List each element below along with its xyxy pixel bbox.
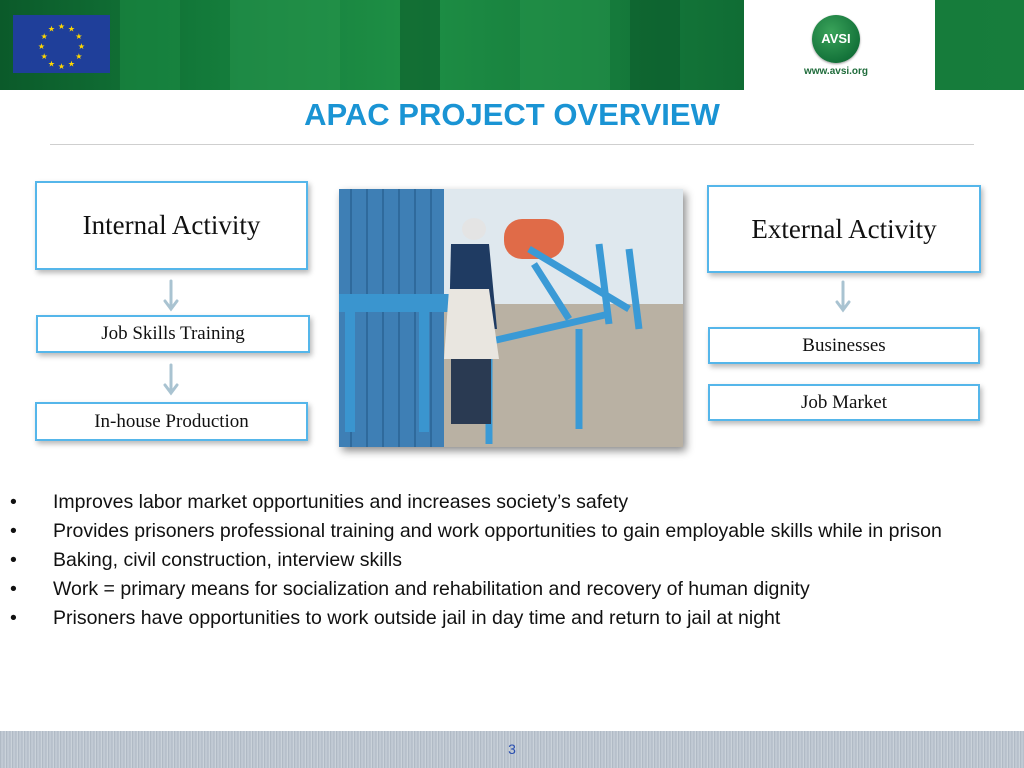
workshop-photo bbox=[339, 189, 683, 447]
bullet-text: Improves labor market opportunities and increases society’s safety bbox=[53, 491, 629, 513]
internal-activity-label: Internal Activity bbox=[82, 210, 261, 240]
bullet-item bbox=[0, 546, 1024, 575]
bullet-list bbox=[0, 488, 1024, 633]
svg-text:★: ★ bbox=[57, 22, 66, 31]
job-skills-training-box bbox=[36, 315, 310, 353]
bullet-item bbox=[0, 604, 1024, 633]
bullet-icon: • bbox=[10, 520, 17, 542]
bullet-icon: • bbox=[10, 491, 17, 513]
svg-text:★: ★ bbox=[67, 24, 76, 34]
bullet-text: Provides prisoners professional training and work opportunities to gain employable skills while in prison bbox=[53, 520, 942, 542]
svg-text:★: ★ bbox=[77, 42, 86, 51]
job-market-box bbox=[708, 384, 980, 421]
internal-activity-box bbox=[35, 181, 308, 270]
avsi-url[interactable]: www.avsi.org bbox=[803, 66, 869, 77]
bullet-item bbox=[0, 575, 1024, 604]
avsi-logo-text: AVSI bbox=[821, 31, 851, 46]
svg-text:★: ★ bbox=[67, 59, 76, 69]
bullet-icon: • bbox=[10, 607, 17, 629]
external-activity-label: External Activity bbox=[751, 213, 937, 244]
external-activity-box bbox=[707, 185, 981, 273]
bullet-text: Work = primary means for socialization and rehabilitation and recovery of human dignity bbox=[53, 578, 810, 600]
arrow-down-icon bbox=[162, 363, 180, 397]
job-skills-training-label: Job Skills Training bbox=[101, 323, 245, 344]
bullet-icon: • bbox=[10, 549, 17, 571]
arrow-down-icon bbox=[834, 280, 852, 314]
bullet-item bbox=[0, 517, 1024, 546]
in-house-production-label: In-house Production bbox=[94, 410, 249, 432]
svg-text:★: ★ bbox=[57, 62, 66, 71]
page-number: 3 bbox=[508, 741, 516, 757]
bullet-text: Prisoners have opportunities to work outside jail in day time and return to jail at night bbox=[53, 607, 781, 629]
businesses-box bbox=[708, 327, 980, 364]
svg-text:★: ★ bbox=[47, 24, 56, 34]
job-market-label: Job Market bbox=[800, 391, 887, 413]
svg-text:★: ★ bbox=[47, 59, 56, 69]
svg-text:★: ★ bbox=[37, 42, 46, 51]
title-divider bbox=[50, 144, 974, 145]
businesses-label: Businesses bbox=[802, 334, 886, 356]
svg-text:★: ★ bbox=[75, 32, 83, 41]
in-house-production-box bbox=[35, 402, 308, 441]
eu-flag-logo bbox=[13, 15, 110, 73]
avsi-logo bbox=[812, 15, 860, 63]
svg-text:★: ★ bbox=[40, 52, 48, 61]
bullet-item bbox=[0, 488, 1024, 517]
bullet-text: Baking, civil construction, interview skills bbox=[53, 549, 402, 571]
page-title: APAC PROJECT OVERVIEW bbox=[304, 97, 720, 132]
svg-text:★: ★ bbox=[75, 52, 83, 61]
svg-text:★: ★ bbox=[40, 32, 48, 41]
bullet-icon: • bbox=[10, 578, 17, 600]
arrow-down-icon bbox=[162, 279, 180, 313]
